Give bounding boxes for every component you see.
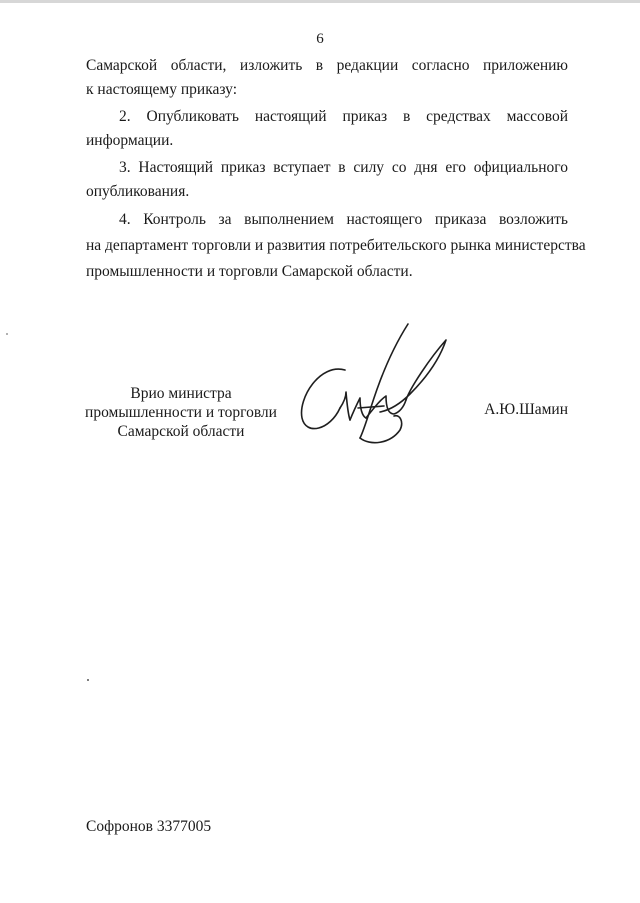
body-line: информации.	[86, 132, 174, 149]
body-line: 4. Контроль за выполнением настоящего приказа возложить	[119, 211, 568, 228]
body-line: 2. Опубликовать настоящий приказ в средствах массовой	[119, 108, 568, 125]
handwritten-signature	[290, 318, 450, 458]
page-number: 6	[316, 31, 324, 47]
body-line: на департамент торговли и развития потребительского рынка министерства	[86, 237, 586, 254]
body-line: промышленности и торговли Самарской области.	[86, 263, 413, 280]
signatory-title-line: Врио министра	[130, 385, 232, 402]
executor-footer: Софронов 3377005	[86, 818, 212, 835]
body-line: опубликования.	[86, 183, 190, 200]
signatory-title-line: Самарской области	[117, 423, 245, 440]
signatory-name: А.Ю.Шамин	[484, 401, 568, 418]
scan-speck	[87, 679, 89, 681]
signatory-title-line: промышленности и торговли	[85, 404, 277, 421]
body-line: 3. Настоящий приказ вступает в силу со дня его официального	[119, 159, 568, 176]
body-line: к настоящему приказу:	[86, 81, 238, 98]
scan-edge	[0, 0, 640, 3]
scan-speck	[6, 333, 8, 335]
body-line: Самарской области, изложить в редакции согласно приложению	[86, 57, 568, 74]
